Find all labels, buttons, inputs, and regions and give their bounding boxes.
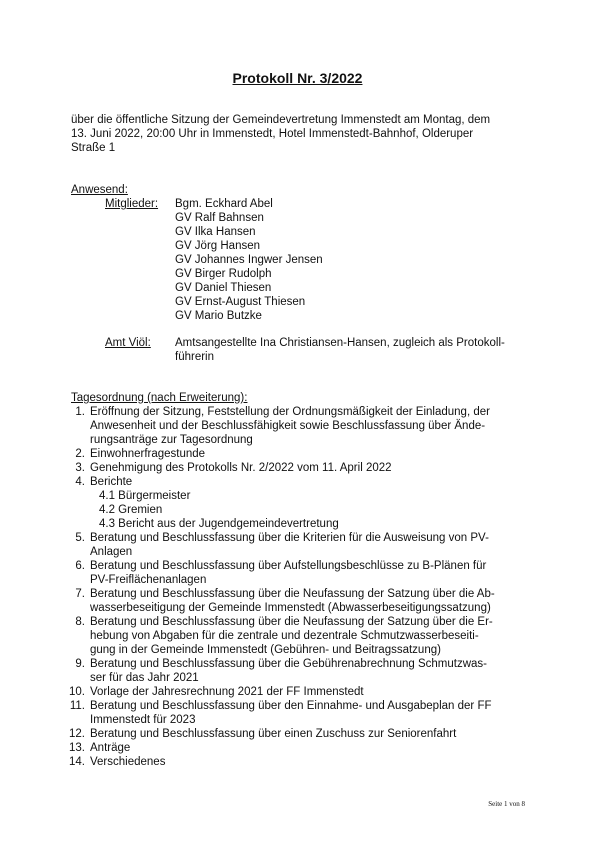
agenda-item-text: Anlagen: [90, 546, 133, 558]
agenda-item-text: ser für das Jahr 2021: [90, 672, 199, 684]
agenda-item-text: Genehmigung des Protokolls Nr. 2/2022 vom 11. April 2022: [90, 462, 392, 474]
intro-paragraph: [71, 113, 521, 155]
agenda-item: [71, 615, 531, 657]
intro-line: über die öffentliche Sitzung der Gemeindevertretung Immenstedt am Montag, dem: [71, 114, 491, 126]
agenda-item: [71, 685, 531, 699]
agenda-item-number: 13.: [69, 742, 85, 754]
members-list: [175, 197, 323, 323]
agenda-item-text: gung in der Gemeinde Immenstedt (Gebühren- und Beitragssatzung): [90, 644, 441, 656]
agenda-heading: Tagesordnung (nach Erweiterung):: [71, 392, 248, 404]
agenda-item: [71, 699, 531, 727]
agenda-item-number: 14.: [69, 756, 85, 768]
member-name: GV Daniel Thiesen: [175, 282, 272, 294]
agenda-list: [71, 405, 531, 769]
agenda-item-text: Anträge: [90, 742, 131, 754]
agenda-item-text: Beratung und Beschlussfassung über die Kriterien für die Ausweisung von PV-: [90, 532, 489, 544]
agenda-item-text: Vorlage der Jahresrechnung 2021 der FF Immenstedt: [90, 686, 364, 698]
member-name: GV Jörg Hansen: [175, 240, 261, 252]
agenda-item-number: 10.: [69, 686, 85, 698]
agenda-item-number: 7.: [75, 588, 85, 600]
agenda-subitem: 4.3 Bericht aus der Jugendgemeindevertretung: [99, 518, 339, 530]
agenda-item-text: rungsanträge zur Tagesordnung: [90, 434, 253, 446]
intro-line: 13. Juni 2022, 20:00 Uhr in Immenstedt, Hotel Immenstedt-Bahnhof, Olderuper: [71, 128, 474, 140]
document-title: Protokoll Nr. 3/2022: [232, 70, 363, 86]
amt-label: Amt Viöl:: [105, 337, 151, 349]
member-name: GV Mario Butzke: [175, 310, 262, 322]
agenda-item-text: Beratung und Beschlussfassung über einen Zuschuss zur Seniorenfahrt: [90, 728, 457, 740]
agenda-item-text: Berichte: [90, 476, 133, 488]
amt-staff: [175, 336, 535, 364]
agenda-item: [71, 755, 531, 769]
agenda-item: [71, 727, 531, 741]
agenda-item-text: Beratung und Beschlussfassung über die Neufassung der Satzung über die Ab-: [90, 588, 495, 600]
agenda-item: [71, 531, 531, 559]
amt-line: Amtsangestellte Ina Christiansen-Hansen, zugleich als Protokoll-: [175, 337, 505, 349]
agenda-item: [71, 405, 531, 447]
agenda-subitem: 4.1 Bürgermeister: [99, 490, 191, 502]
agenda-item-text: Beratung und Beschlussfassung über die Gebührenabrechnung Schmutzwas-: [90, 658, 487, 670]
member-name: GV Ralf Bahnsen: [175, 212, 264, 224]
agenda-subitem: 4.2 Gremien: [99, 504, 163, 516]
page-number: Seite 1 von 8: [488, 800, 525, 808]
agenda-item-text: hebung von Abgaben für die zentrale und dezentrale Schmutzwasserbeseiti-: [90, 630, 479, 642]
mitglieder-label: Mitglieder:: [105, 198, 159, 210]
agenda-item-number: 1.: [75, 406, 85, 418]
intro-line: Straße 1: [71, 142, 116, 154]
member-name: GV Ilka Hansen: [175, 226, 256, 238]
member-name: GV Birger Rudolph: [175, 268, 272, 280]
agenda-item-number: 6.: [75, 560, 85, 572]
agenda-item-number: 3.: [75, 462, 85, 474]
agenda-item-text: Beratung und Beschlussfassung über Aufstellungsbeschlüsse zu B-Plänen für: [90, 560, 487, 572]
agenda-item-text: PV-Freiflächenanlagen: [90, 574, 207, 586]
agenda-item: [71, 741, 531, 755]
agenda-item: [71, 475, 531, 531]
agenda-item-number: 9.: [75, 658, 85, 670]
member-name: Bgm. Eckhard Abel: [175, 198, 273, 210]
agenda-item-number: 5.: [75, 532, 85, 544]
agenda-item-text: Einwohnerfragestunde: [90, 448, 206, 460]
agenda-item-number: 11.: [69, 700, 85, 712]
agenda-item: [71, 461, 531, 475]
member-name: GV Johannes Ingwer Jensen: [175, 254, 323, 266]
agenda-item: [71, 559, 531, 587]
amt-line: führerin: [175, 351, 214, 363]
agenda-item: [71, 447, 531, 461]
agenda-item-text: Eröffnung der Sitzung, Feststellung der Ordnungsmäßigkeit der Einladung, der: [90, 406, 490, 418]
member-name: GV Ernst-August Thiesen: [175, 296, 306, 308]
agenda-item-text: Anwesenheit und der Beschlussfähigkeit sowie Beschlussfassung über Ände-: [90, 420, 486, 432]
agenda-item-text: wasserbeseitigung der Gemeinde Immenstedt (Abwasserbeseitigungssatzung): [90, 602, 491, 614]
agenda-item: [71, 587, 531, 615]
agenda-item-number: 12.: [69, 728, 85, 740]
agenda-item-number: 8.: [75, 616, 85, 628]
agenda-item-text: Immenstedt für 2023: [90, 714, 196, 726]
agenda-item-number: 4.: [75, 476, 85, 488]
agenda-item-text: Verschiedenes: [90, 756, 166, 768]
agenda-item: [71, 657, 531, 685]
agenda-item-number: 2.: [75, 448, 85, 460]
agenda-item-text: Beratung und Beschlussfassung über die Neufassung der Satzung über die Er-: [90, 616, 493, 628]
agenda-item-text: Beratung und Beschlussfassung über den Einnahme- und Ausgabeplan der FF: [90, 700, 492, 712]
anwesend-heading: Anwesend:: [71, 184, 128, 196]
